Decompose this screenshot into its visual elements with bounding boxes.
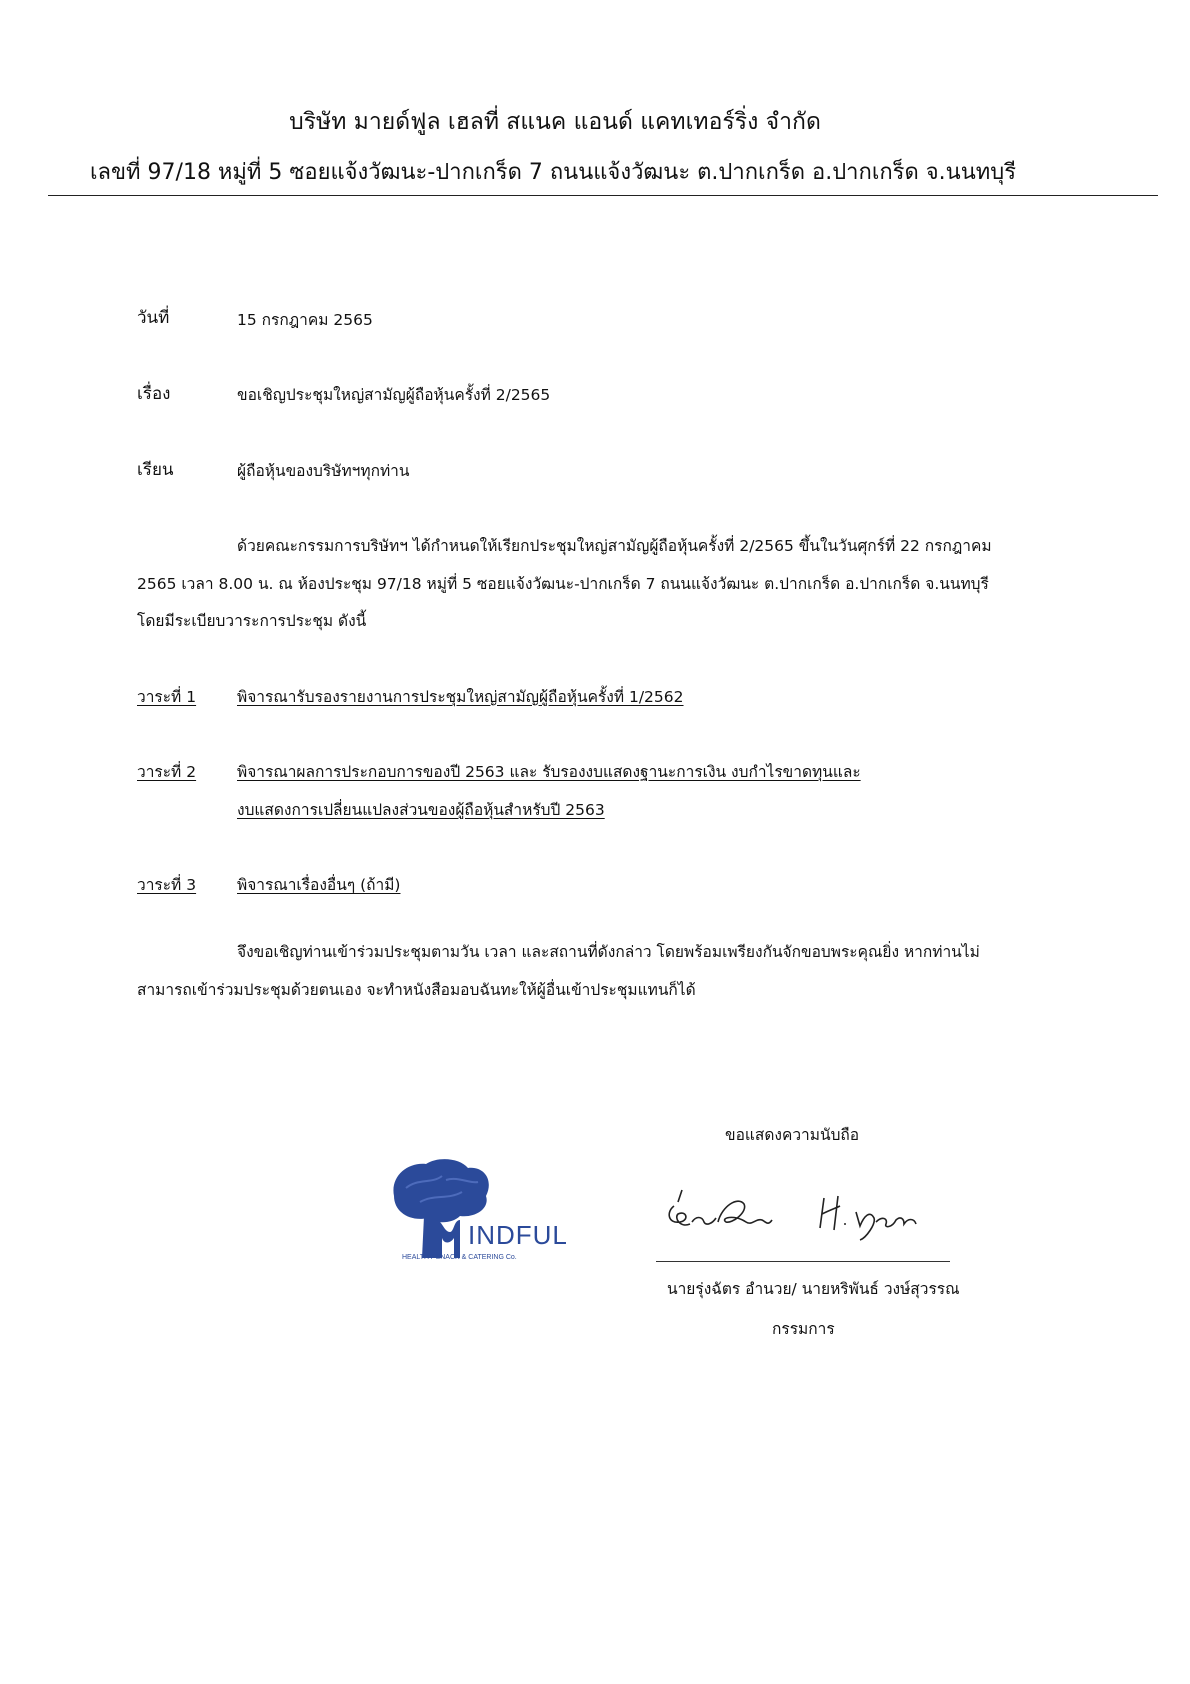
agenda-3-text: พิจารณาเรื่องอื่นๆ (ถ้ามี): [237, 876, 401, 894]
company-address: เลขที่ 97/18 หมู่ที่ 5 ซอยแจ้งวัฒนะ-ปากเกร็ด 7 ถนนแจ้งวัฒนะ ต.ปากเกร็ด อ.ปากเกร็ด จ.นนทบุรี: [90, 160, 1017, 185]
intro-line-2: 2565 เวลา 8.00 น. ณ ห้องประชุม 97/18 หมู่ที่ 5 ซอยแจ้งวัฒนะ-ปากเกร็ด 7 ถนนแจ้งวัฒนะ ต.ปากเกร็ด อ.ปากเกร็ด จ.นนทบุรี: [137, 575, 989, 593]
agenda-1-text: พิจารณารับรองรายงานการประชุมใหญ่สามัญผู้ถือหุ้นครั้งที่ 1/2562: [237, 688, 684, 706]
agenda-2-label: วาระที่ 2: [137, 763, 197, 781]
regards-text: ขอแสดงความนับถือ: [725, 1126, 860, 1144]
subject-value: ขอเชิญประชุมใหญ่สามัญผู้ถือหุ้นครั้งที่ 2/2565: [237, 386, 551, 404]
signature-line: [656, 1261, 950, 1262]
recipient-label: เรียน: [137, 460, 174, 480]
closing-line-2: สามารถเข้าร่วมประชุมด้วยตนเอง จะทำหนังสือมอบฉันทะให้ผู้อื่นเข้าประชุมแทนก็ได้: [137, 981, 696, 999]
intro-line-3: โดยมีระเบียบวาระการประชุม ดังนี้: [137, 612, 367, 630]
date-value: 15 กรกฎาคม 2565: [237, 311, 373, 329]
agenda-3-label: วาระที่ 3: [137, 876, 197, 894]
header-divider: [48, 195, 1158, 196]
company-logo: [386, 1158, 576, 1268]
tree-logo-icon: [386, 1158, 576, 1268]
closing-line-1: จึงขอเชิญท่านเข้าร่วมประชุมตามวัน เวลา และสถานที่ดังกล่าว โดยพร้อมเพรียงกันจักขอบพระคุณยิ่ง หากท่านไม่: [237, 943, 980, 961]
subject-label: เรื่อง: [137, 384, 171, 404]
signatory-position: กรรมการ: [772, 1320, 835, 1338]
signature-scribble-icon: [660, 1178, 930, 1258]
intro-line-1: ด้วยคณะกรรมการบริษัทฯ ได้กำหนดให้เรียกประชุมใหญ่สามัญผู้ถือหุ้นครั้งที่ 2/2565 ขึ้นในวันศุกร์ที่ 22 กรกฎาคม: [237, 537, 992, 555]
signatory-names: นายรุ่งฉัตร อำนวย/ นายหริพันธ์ วงษ์สุวรรณ: [667, 1280, 960, 1298]
logo-wordmark: INDFUL: [468, 1220, 568, 1250]
logo-tagline: HEALTHY SNACK & CATERING Co.: [402, 1254, 517, 1261]
agenda-1-label: วาระที่ 1: [137, 688, 197, 706]
company-name: บริษัท มายด์ฟูล เฮลที่ สแนค แอนด์ แคทเทอร์ริ่ง จำกัด: [289, 109, 821, 135]
recipient-value: ผู้ถือหุ้นของบริษัทฯทุกท่าน: [237, 462, 410, 480]
agenda-2-text-cont: งบแสดงการเปลี่ยนแปลงส่วนของผู้ถือหุ้นสำหรับปี 2563: [237, 801, 605, 819]
date-label: วันที่: [137, 308, 170, 328]
agenda-2-text: พิจารณาผลการประกอบการของปี 2563 และ รับรองงบแสดงฐานะการเงิน งบกำไรขาดทุนและ: [237, 763, 861, 781]
